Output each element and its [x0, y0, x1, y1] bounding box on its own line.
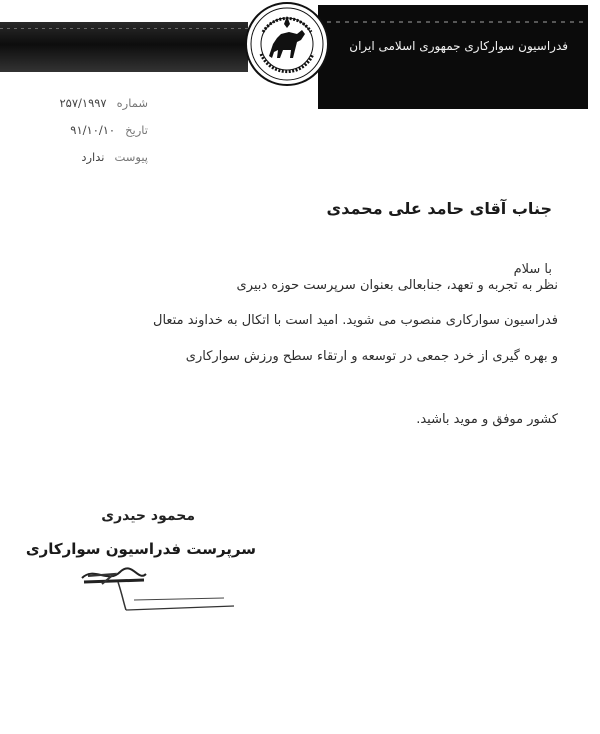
letterhead-band-left — [0, 22, 248, 72]
letter-date-value: ۹۱/۱۰/۱۰ — [70, 123, 116, 137]
letter-number-label: شماره — [116, 96, 148, 110]
letter-date-label: تاریخ — [125, 123, 148, 137]
letter-attachment — [38, 150, 148, 164]
federation-seal — [245, 2, 329, 86]
body-line: فدراسیون سوارکاری منصوب می شوید. امید است با اتکال به خداوند متعال — [153, 313, 558, 328]
body-line: و بهره گیری از خرد جمعی در توسعه و ارتقاء سطح ورزش سوارکاری — [185, 349, 558, 364]
letter-number — [38, 96, 148, 110]
letter-date — [38, 123, 148, 137]
letterhead-band-right — [318, 5, 588, 109]
body-line: کشور موفق و موید باشید. — [416, 412, 558, 427]
federation-name: فدراسیون سوارکاری جمهوری اسلامی ایران — [349, 39, 568, 53]
body-line: نظر به تجربه و تعهد، جنابعالی بعنوان سرپرست حوزه دبیری — [236, 278, 558, 293]
greeting: با سلام — [513, 262, 552, 277]
letter-attachment-label: پیوست — [114, 150, 148, 164]
letter-attachment-value: ندارد — [81, 150, 105, 164]
letter-number-value: ۲۵۷/۱۹۹۷ — [59, 96, 107, 110]
recipient: جناب آقای حامد علی محمدی — [326, 199, 552, 218]
signatory-name: محمود حیدری — [101, 508, 195, 524]
handwritten-signature — [74, 560, 244, 620]
signatory-title: سرپرست فدراسیون سوارکاری — [25, 540, 256, 558]
horse-emblem-icon — [247, 4, 327, 84]
